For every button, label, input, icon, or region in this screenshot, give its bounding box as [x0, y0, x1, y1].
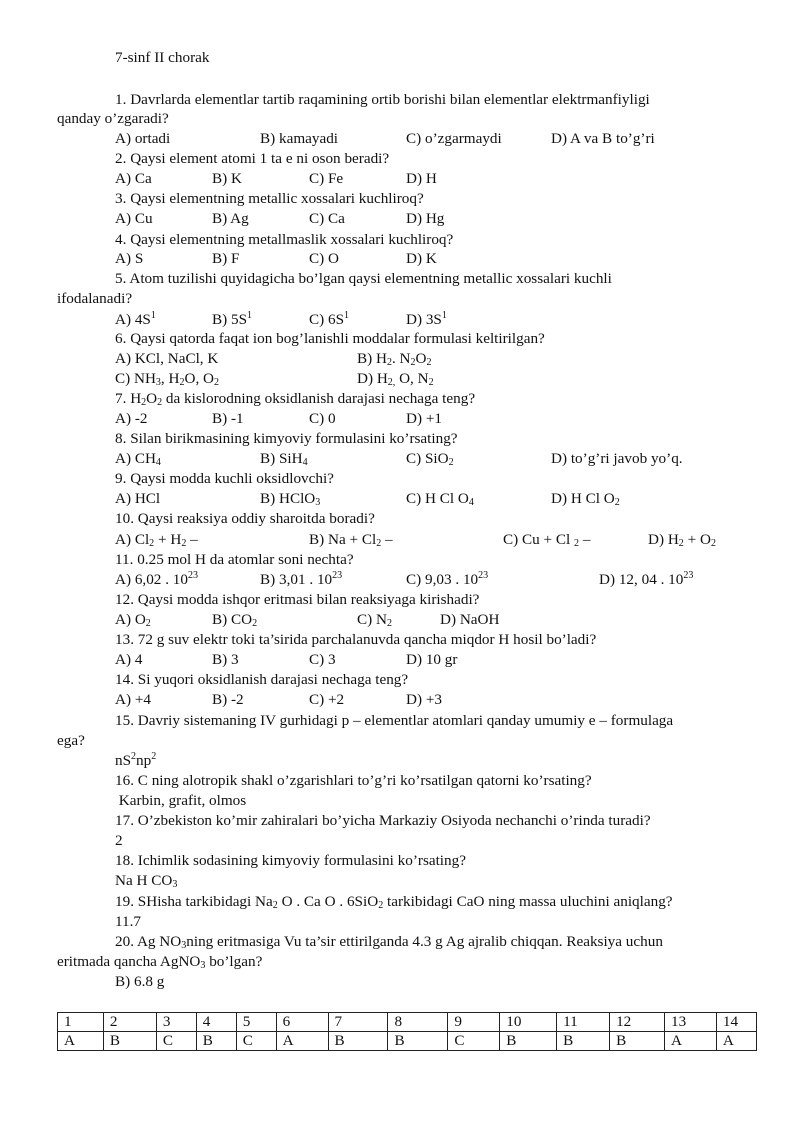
key-number: 10	[500, 1013, 557, 1032]
key-number: 11	[557, 1013, 610, 1032]
question-14: 14. Si yuqori oksidlanish darajasi nechaga teng?	[115, 671, 409, 688]
question-1-cont: qanday o’zgaradi?	[57, 110, 169, 127]
q16-answer: Karbin, grafit, olmos	[115, 792, 247, 809]
q18-answer: Na H $CO_3$	[115, 872, 178, 890]
question-8: 8. Silan birikmasining kimyoviy formulasini ko’rsating?	[115, 430, 458, 447]
question-6: 6. Qaysi qatorda faqat ion bog’lanishli moddalar formulasi keltirilgan?	[115, 330, 545, 347]
q9-option-c: C) H Cl $O_4$	[406, 490, 474, 508]
q2-option-d: D) H	[406, 170, 437, 187]
q13-option-c: C) 3	[309, 651, 336, 668]
question-10: 10. Qaysi reaksiya oddiy sharoitda boradi?	[115, 510, 375, 527]
q14-option-a: A) +4	[115, 691, 151, 708]
key-number: 9	[448, 1013, 500, 1032]
q10-option-d: D) $H_2 + O_2$	[648, 531, 716, 549]
q5-option-d: D) $3S^1$	[406, 310, 447, 328]
q20-answer: B) 6.8 g	[115, 973, 165, 990]
question-5: 5. Atom tuzilishi quyidagicha bo’lgan qaysi elementning metallic xossalari kuchli	[115, 270, 612, 287]
key-number: 7	[328, 1013, 388, 1032]
q3-option-b: B) Ag	[212, 210, 249, 227]
answer-key-answers-row	[58, 1032, 757, 1051]
key-number: 14	[716, 1013, 756, 1032]
q4-option-c: C) O	[309, 250, 339, 267]
q11-option-a: A) 6,02 . $10^{23}$	[115, 570, 198, 588]
q9-option-a: A) HCl	[115, 490, 161, 507]
key-number: 8	[388, 1013, 448, 1032]
key-number: 4	[196, 1013, 236, 1032]
key-number: 1	[58, 1013, 104, 1032]
key-number: 6	[276, 1013, 328, 1032]
q4-option-a: A) S	[115, 250, 144, 267]
q1-option-b: B) kamayadi	[260, 130, 339, 147]
q4-option-b: B) F	[212, 250, 240, 267]
q11-option-d: D) 12, 04 . $10^{23}$	[599, 570, 694, 588]
q7-option-c: C) 0	[309, 410, 336, 427]
q2-option-b: B) K	[212, 170, 242, 187]
key-answer: C	[448, 1032, 500, 1051]
q7-option-a: A) -2	[115, 410, 148, 427]
q5-option-b: B) $5S^1$	[212, 310, 253, 328]
q9-option-b: B) HClO$_3$	[260, 490, 321, 508]
question-15-cont: ega?	[57, 732, 85, 749]
question-17: 17. O’zbekiston ko’mir zahiralari bo’yicha Markaziy Osiyoda nechanchi o’rinda turadi?	[115, 812, 651, 829]
question-9: 9. Qaysi modda kuchli oksidlovchi?	[115, 470, 334, 487]
question-1: 1. Davrlarda elementlar tartib raqamining ortib borishi bilan elementlar elektrmanfiyligi	[115, 91, 650, 108]
q15-answer: $nS^2np^2$	[115, 751, 157, 769]
key-answer: B	[557, 1032, 610, 1051]
q14-option-c: C) +2	[309, 691, 345, 708]
q8-option-b: B) SiH$_4$	[260, 450, 308, 468]
q9-option-d: D) H Cl $O_2$	[551, 490, 620, 508]
q12-option-c: C) $N_2$	[357, 611, 392, 629]
question-5-cont: ifodalanadi?	[57, 290, 133, 307]
q4-option-d: D) K	[406, 250, 437, 267]
q3-option-d: D) Hg	[406, 210, 445, 227]
key-answer: B	[328, 1032, 388, 1051]
question-20: 20. Ag $NO_3ning$ eritmasiga Vu ta’sir ettirilganda 4.3 g Ag ajralib chiqqan. Reaksiya uchun	[115, 933, 663, 951]
key-answer: A	[716, 1032, 756, 1051]
q11-option-c: C) 9,03 . $10^{23}$	[406, 570, 489, 588]
question-13: 13. 72 g suv elektr toki ta’sirida parchalanuvda qancha miqdor H hosil bo’ladi?	[115, 631, 597, 648]
key-number: 3	[156, 1013, 196, 1032]
key-answer: A	[276, 1032, 328, 1051]
q3-option-c: C) Ca	[309, 210, 345, 227]
q7-option-b: B) -1	[212, 410, 244, 427]
q17-answer: 2	[115, 832, 123, 849]
key-answer: A	[664, 1032, 716, 1051]
q12-option-a: A) $O_2$	[115, 611, 151, 629]
key-number: 13	[664, 1013, 716, 1032]
key-answer: A	[58, 1032, 104, 1051]
q6-option-b: B) $H_2$. $N_2O_2$	[357, 350, 432, 368]
q12-option-b: B) $CO_2$	[212, 611, 258, 629]
q13-option-a: A) 4	[115, 651, 143, 668]
question-20-cont: eritmada qancha AgNO$_3$ bo’lgan?	[57, 953, 263, 971]
q7-option-d: D) +1	[406, 410, 442, 427]
question-16: 16. C ning alotropik shakl o’zgarishlari to’g’ri ko’rsatilgan qatorni ko’rsating?	[115, 772, 592, 789]
key-number: 5	[236, 1013, 276, 1032]
key-number: 2	[103, 1013, 156, 1032]
q1-option-c: C) o’zgarmaydi	[406, 130, 502, 147]
q6-option-a: A) KCl, NaCl, K	[115, 350, 219, 367]
answer-key-numbers-row	[58, 1013, 757, 1032]
key-answer: B	[388, 1032, 448, 1051]
question-11: 11. 0.25 mol H da atomlar soni nechta?	[115, 551, 354, 568]
key-answer: B	[500, 1032, 557, 1051]
page-header: 7-sinf II chorak	[115, 49, 210, 66]
q10-option-a: A) $Cl_2 + H_2$ –	[115, 531, 198, 549]
question-18: 18. Ichimlik sodasining kimyoviy formulasini ko’rsating?	[115, 852, 466, 869]
q14-option-b: B) -2	[212, 691, 244, 708]
question-7: 7. $H_2O_2$ da kislorodning oksidlanish darajasi nechaga teng?	[115, 390, 476, 408]
q14-option-d: D) +3	[406, 691, 442, 708]
q19-answer: 11.7	[115, 913, 142, 930]
q2-option-c: C) Fe	[309, 170, 344, 187]
key-answer: C	[236, 1032, 276, 1051]
q5-option-c: C) $6S^1$	[309, 310, 350, 328]
q12-option-d: D) NaOH	[440, 611, 500, 628]
question-15: 15. Davriy sistemaning IV gurhidagi p – elementlar atomlari qanday umumiy e – formulaga	[115, 712, 674, 729]
q2-option-a: A) Ca	[115, 170, 152, 187]
question-19: 19. SHisha tarkibidagi $Na_2$ O . Ca O . 6SiO$_2$ tarkibidagi CaO ning massa uluchini aniqlang?	[115, 893, 673, 911]
key-answer: C	[156, 1032, 196, 1051]
question-2: 2. Qaysi element atomi 1 ta e ni oson beradi?	[115, 150, 390, 167]
q5-option-a: A) $4S^1$	[115, 310, 156, 328]
key-answer: B	[196, 1032, 236, 1051]
q8-option-c: C) SiO$_2$	[406, 450, 454, 468]
key-number: 12	[610, 1013, 665, 1032]
key-answer: B	[103, 1032, 156, 1051]
q13-option-d: D) 10 gr	[406, 651, 458, 668]
q8-option-a: A) $CH_4$	[115, 450, 161, 468]
answer-key-table	[57, 1012, 757, 1051]
question-3: 3. Qaysi elementning metallic xossalari kuchliroq?	[115, 190, 424, 207]
q6-option-d: D) $H_{2,}$ O, $N_2$	[357, 370, 434, 388]
q11-option-b: B) 3,01 . $10^{23}$	[260, 570, 343, 588]
key-answer: B	[610, 1032, 665, 1051]
question-4: 4. Qaysi elementning metallmaslik xossalari kuchliroq?	[115, 231, 454, 248]
q8-option-d: D) to’g’ri javob yo’q.	[551, 450, 683, 467]
q6-option-c: C) $NH_3$, $H_2O$, $O_2$	[115, 370, 220, 388]
q1-option-d: D) A va B to’g’ri	[551, 130, 655, 147]
question-12: 12. Qaysi modda ishqor eritmasi bilan reaksiyaga kirishadi?	[115, 591, 480, 608]
q10-option-c: C) Cu + Cl $_2$ –	[503, 531, 591, 549]
q1-option-a: A) ortadi	[115, 130, 171, 147]
q10-option-b: B) $Na + Cl_2$ –	[309, 531, 393, 549]
q13-option-b: B) 3	[212, 651, 239, 668]
q3-option-a: A) Cu	[115, 210, 153, 227]
